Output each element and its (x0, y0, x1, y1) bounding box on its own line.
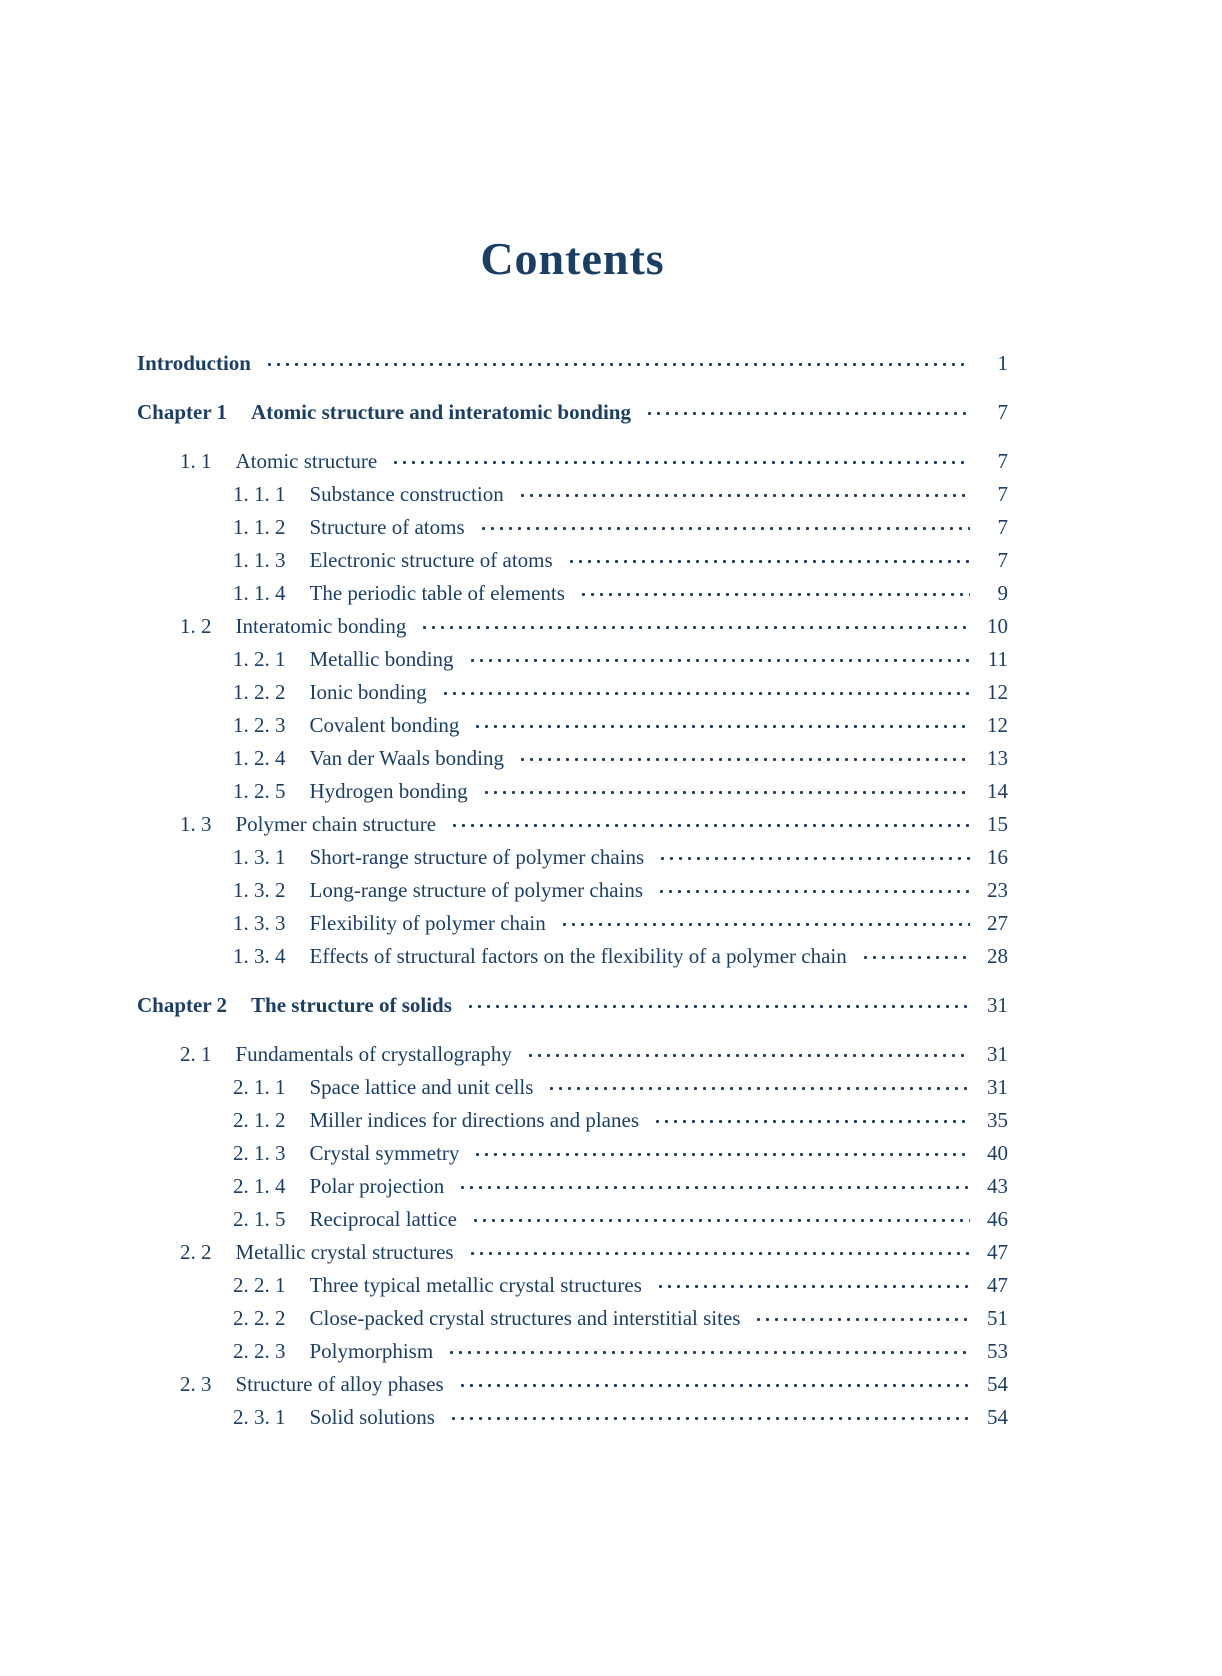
toc-row (137, 1071, 1008, 1104)
toc-row (137, 511, 1008, 544)
toc-entry-text: Miller indices for directions and planes (309, 1108, 639, 1132)
toc-entry-number: 1. 3. 1 (233, 845, 286, 869)
toc-entry-text: Short-range structure of polymer chains (309, 845, 645, 869)
toc-entry-text: Crystal symmetry (309, 1141, 460, 1165)
toc-dotted-leader (441, 676, 970, 709)
toc-row (137, 940, 1008, 973)
toc-dotted-leader (458, 1368, 970, 1401)
toc-row (137, 478, 1008, 511)
toc-entry-text: Electronic structure of atoms (309, 548, 553, 572)
toc-entry-number: 1. 3. 4 (233, 944, 286, 968)
toc-entry-text: Structure of alloy phases (235, 1372, 444, 1396)
toc-entry-text: Van der Waals bonding (309, 746, 504, 770)
toc-row (137, 1269, 1008, 1302)
toc-entry-number: 1. 1 (180, 449, 212, 473)
toc-dotted-leader (449, 1401, 970, 1434)
toc-dotted-leader (657, 874, 970, 907)
toc-entry-number: 1. 1. 3 (233, 548, 286, 572)
toc-page-number: 7 (997, 548, 1008, 572)
page-title: Contents (480, 233, 665, 284)
toc-dotted-leader (560, 907, 970, 940)
toc-dotted-leader (391, 445, 970, 478)
toc-row (137, 577, 1008, 610)
toc-row (137, 808, 1008, 841)
toc-entry-text: Atomic structure (235, 449, 378, 473)
toc-entry-number: 1. 2. 5 (233, 779, 286, 803)
toc-row (137, 544, 1008, 577)
toc-page-number: 53 (987, 1339, 1008, 1363)
toc-page-number: 12 (987, 713, 1008, 737)
toc-row (137, 874, 1008, 907)
toc-entry-text: Three typical metallic crystal structures (309, 1273, 642, 1297)
toc-dotted-leader (468, 643, 970, 676)
toc-dotted-leader (420, 610, 970, 643)
toc-entry-number: 2. 1 (180, 1042, 212, 1066)
toc-row (137, 1302, 1008, 1335)
toc-row (137, 775, 1008, 808)
toc-entry-number: 2. 2. 2 (233, 1306, 286, 1330)
toc-entry-text: Hydrogen bonding (309, 779, 468, 803)
toc-row (137, 841, 1008, 874)
toc-page-number: 11 (987, 647, 1008, 671)
toc-page-number: 47 (987, 1240, 1008, 1264)
toc-page-number: 47 (987, 1273, 1008, 1297)
toc-dotted-leader (447, 1335, 970, 1368)
toc-dotted-leader (656, 1269, 970, 1302)
toc-entry-number: 1. 1. 2 (233, 515, 286, 539)
toc-entry-text: Fundamentals of crystallography (235, 1042, 512, 1066)
toc-entry-text: Flexibility of polymer chain (309, 911, 546, 935)
toc-dotted-leader (471, 1203, 970, 1236)
toc-page-number: 54 (987, 1372, 1008, 1396)
toc-row (137, 643, 1008, 676)
toc-entry-text: Structure of atoms (309, 515, 465, 539)
toc-page-number: 12 (987, 680, 1008, 704)
toc-row (137, 396, 1008, 429)
toc-row (137, 1203, 1008, 1236)
toc-dotted-leader (754, 1302, 970, 1335)
toc-entry-number: 2. 2 (180, 1240, 212, 1264)
toc-page-number: 31 (987, 1075, 1008, 1099)
toc-entry-text: Long-range structure of polymer chains (309, 878, 644, 902)
toc-page-number: 1 (997, 351, 1008, 375)
toc-dotted-leader (526, 1038, 970, 1071)
toc-entry-number: 1. 1. 4 (233, 581, 286, 605)
toc-entry-text: Ionic bonding (309, 680, 427, 704)
toc-row (137, 610, 1008, 643)
toc-page-number: 15 (987, 812, 1008, 836)
toc-entry-text: The structure of solids (251, 993, 452, 1017)
toc-dotted-leader (482, 775, 970, 808)
toc-page-number: 31 (987, 993, 1008, 1017)
toc-page-number: 23 (987, 878, 1008, 902)
toc-dotted-leader (861, 940, 970, 973)
toc-entry-text: Effects of structural factors on the flexibility of a polymer chain (309, 944, 847, 968)
toc-page-number: 14 (987, 779, 1008, 803)
toc-entry-text: Reciprocal lattice (309, 1207, 458, 1231)
toc-page-number: 9 (997, 581, 1008, 605)
toc-entry-number: 2. 1. 2 (233, 1108, 286, 1132)
toc-entry-number: 1. 3. 2 (233, 878, 286, 902)
toc-page-number: 10 (987, 614, 1008, 638)
toc-page-number: 7 (997, 482, 1008, 506)
toc-entry-number: 1. 2 (180, 614, 212, 638)
toc-entry-number: 2. 1. 5 (233, 1207, 286, 1231)
toc-row (137, 1335, 1008, 1368)
toc-row (137, 1368, 1008, 1401)
toc-dotted-leader (653, 1104, 970, 1137)
toc-entry-number: 1. 2. 1 (233, 647, 286, 671)
toc-page-number: 43 (987, 1174, 1008, 1198)
toc-entry-number: 2. 2. 3 (233, 1339, 286, 1363)
toc-page-number: 28 (987, 944, 1008, 968)
toc-entry-number: 1. 2. 3 (233, 713, 286, 737)
toc-entry-text: Covalent bonding (309, 713, 460, 737)
toc-page-number: 54 (987, 1405, 1008, 1429)
toc-entry-text: Polymorphism (309, 1339, 434, 1363)
toc-entry-number: 1. 3. 3 (233, 911, 286, 935)
toc-entry-text: Solid solutions (309, 1405, 435, 1429)
toc-row (137, 1137, 1008, 1170)
toc-page-number: 16 (987, 845, 1008, 869)
toc-row (137, 989, 1008, 1022)
toc-row (137, 709, 1008, 742)
toc-entry-text: Atomic structure and interatomic bonding (251, 400, 631, 424)
toc-entry-number: 2. 3 (180, 1372, 212, 1396)
toc-page-number: 7 (997, 449, 1008, 473)
toc-dotted-leader (479, 511, 970, 544)
toc-dotted-leader (658, 841, 970, 874)
toc-dotted-leader (579, 577, 970, 610)
toc-list (137, 347, 1008, 1434)
toc-row (137, 445, 1008, 478)
toc-row (137, 1401, 1008, 1434)
toc-row (137, 1170, 1008, 1203)
contents-page (137, 232, 1008, 1434)
toc-row (137, 907, 1008, 940)
toc-entry-text: The periodic table of elements (309, 581, 565, 605)
toc-entry-text: Space lattice and unit cells (309, 1075, 534, 1099)
toc-entry-text: Interatomic bonding (235, 614, 407, 638)
toc-page-number: 35 (987, 1108, 1008, 1132)
toc-dotted-leader (518, 478, 970, 511)
toc-entry-number: 1. 3 (180, 812, 212, 836)
toc-page-number: 7 (997, 515, 1008, 539)
toc-page-number: 27 (987, 911, 1008, 935)
toc-row (137, 676, 1008, 709)
toc-row (137, 347, 1008, 380)
toc-page-number: 46 (987, 1207, 1008, 1231)
toc-entry-text: Metallic crystal structures (235, 1240, 454, 1264)
toc-dotted-leader (547, 1071, 970, 1104)
toc-dotted-leader (468, 1236, 970, 1269)
toc-row (137, 1236, 1008, 1269)
toc-dotted-leader (473, 1137, 970, 1170)
toc-entry-text: Introduction (137, 351, 251, 375)
toc-entry-number: 1. 1. 1 (233, 482, 286, 506)
toc-row (137, 1104, 1008, 1137)
toc-page-number: 13 (987, 746, 1008, 770)
toc-page-number: 40 (987, 1141, 1008, 1165)
toc-row (137, 742, 1008, 775)
toc-dotted-leader (645, 396, 970, 429)
toc-entry-number: Chapter 1 (137, 400, 228, 424)
toc-entry-text: Metallic bonding (309, 647, 454, 671)
toc-entry-number: 2. 2. 1 (233, 1273, 286, 1297)
toc-dotted-leader (458, 1170, 970, 1203)
toc-dotted-leader (265, 347, 970, 380)
toc-dotted-leader (466, 989, 970, 1022)
toc-row (137, 1038, 1008, 1071)
toc-entry-number: 2. 1. 4 (233, 1174, 286, 1198)
toc-entry-number: 1. 2. 2 (233, 680, 286, 704)
toc-page-number: 31 (987, 1042, 1008, 1066)
toc-entry-number: 2. 3. 1 (233, 1405, 286, 1429)
toc-entry-number: 2. 1. 3 (233, 1141, 286, 1165)
toc-entry-number: 2. 1. 1 (233, 1075, 286, 1099)
toc-entry-text: Substance construction (309, 482, 504, 506)
toc-dotted-leader (518, 742, 970, 775)
toc-entry-text: Polar projection (309, 1174, 445, 1198)
toc-dotted-leader (450, 808, 970, 841)
toc-page-number: 7 (997, 400, 1008, 424)
toc-entry-number: Chapter 2 (137, 993, 228, 1017)
toc-page-number: 51 (987, 1306, 1008, 1330)
toc-entry-number: 1. 2. 4 (233, 746, 286, 770)
toc-dotted-leader (567, 544, 970, 577)
toc-entry-text: Polymer chain structure (235, 812, 437, 836)
toc-dotted-leader (473, 709, 970, 742)
toc-entry-text: Close-packed crystal structures and interstitial sites (309, 1306, 741, 1330)
